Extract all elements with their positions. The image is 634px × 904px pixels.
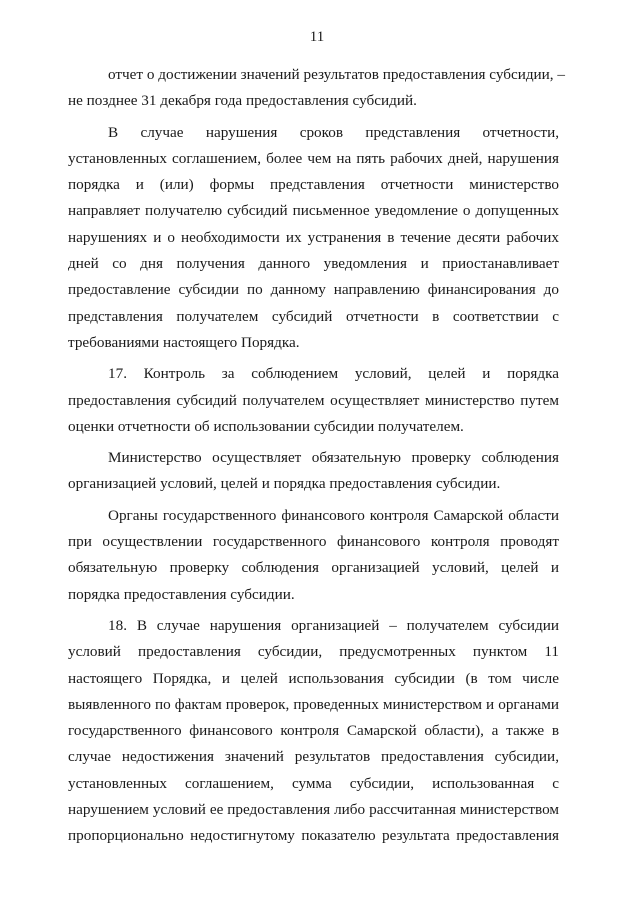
text-line: порядка и (или) формы представления отчетности министерство xyxy=(68,176,559,194)
text-line: требованиями настоящего Порядка. xyxy=(68,333,300,351)
text-line: установленных соглашением, более чем на пять рабочих дней, нарушения xyxy=(68,149,559,167)
text-line: нарушением условий ее предоставления либо рассчитанная министерством xyxy=(68,801,559,819)
text-line: В случае нарушения сроков представления отчетности, xyxy=(108,123,559,141)
text-line: не позднее 31 декабря года предоставления субсидий. xyxy=(68,92,417,110)
text-line: направляет получателю субсидий письменное уведомление о допущенных xyxy=(68,202,559,220)
text-line: случае недостижения значений результатов предоставления субсидии, xyxy=(68,748,559,766)
paragraph-financial-control xyxy=(68,503,559,608)
document-body xyxy=(68,62,565,850)
text-line: пропорционально недостигнутому показателю результата предоставления xyxy=(68,827,559,845)
text-line: предоставления субсидий получателем осуществляет министерство путем xyxy=(68,391,559,409)
text-line: представления получателем субсидий отчетности в соответствии с xyxy=(68,307,559,325)
text-line: 18. В случае нарушения организацией – получателем субсидии xyxy=(108,616,559,634)
text-line: отчет о достижении значений результатов предоставления субсидии, – xyxy=(108,66,565,83)
text-line: при осуществлении государственного финансового контроля проводят xyxy=(68,533,559,551)
text-line: предоставление субсидии по данному направлению финансирования до xyxy=(68,281,559,299)
paragraph-report-deadline xyxy=(68,62,565,115)
text-line: настоящего Порядка, и целей использования субсидии (в том числе xyxy=(68,669,559,687)
text-line: государственного финансового контроля Самарской области), а также в xyxy=(68,722,559,740)
text-line: дней со дня получения данного уведомления и приостанавливает xyxy=(68,255,559,273)
text-line: условий предоставления субсидии, предусмотренных пунктом 11 xyxy=(68,643,559,661)
page-number: 11 xyxy=(309,29,325,45)
paragraph-item-17 xyxy=(68,361,559,440)
text-line: организацией условий, целей и порядка предоставления субсидии. xyxy=(68,475,501,493)
text-line: нарушениях и о необходимости их устранения в течение десяти рабочих xyxy=(68,228,559,246)
paragraph-reporting-violation xyxy=(68,120,559,357)
text-line: 17. Контроль за соблюдением условий, целей и порядка xyxy=(108,365,559,383)
paragraph-ministry-check xyxy=(68,445,559,498)
text-line: Министерство осуществляет обязательную проверку соблюдения xyxy=(108,449,559,467)
text-line: выявленного по фактам проверок, проведенных министерством и органами xyxy=(68,695,559,713)
text-line: обязательную проверку соблюдения организацией условий, целей и xyxy=(68,559,559,577)
text-line: установленных соглашением, сумма субсидии, использованная с xyxy=(68,774,559,792)
text-line: оценки отчетности об использовании субсидии получателем. xyxy=(68,417,464,435)
text-line: порядка предоставления субсидии. xyxy=(68,585,295,603)
text-line: Органы государственного финансового контроля Самарской области xyxy=(108,506,559,524)
paragraph-item-18 xyxy=(68,613,559,850)
